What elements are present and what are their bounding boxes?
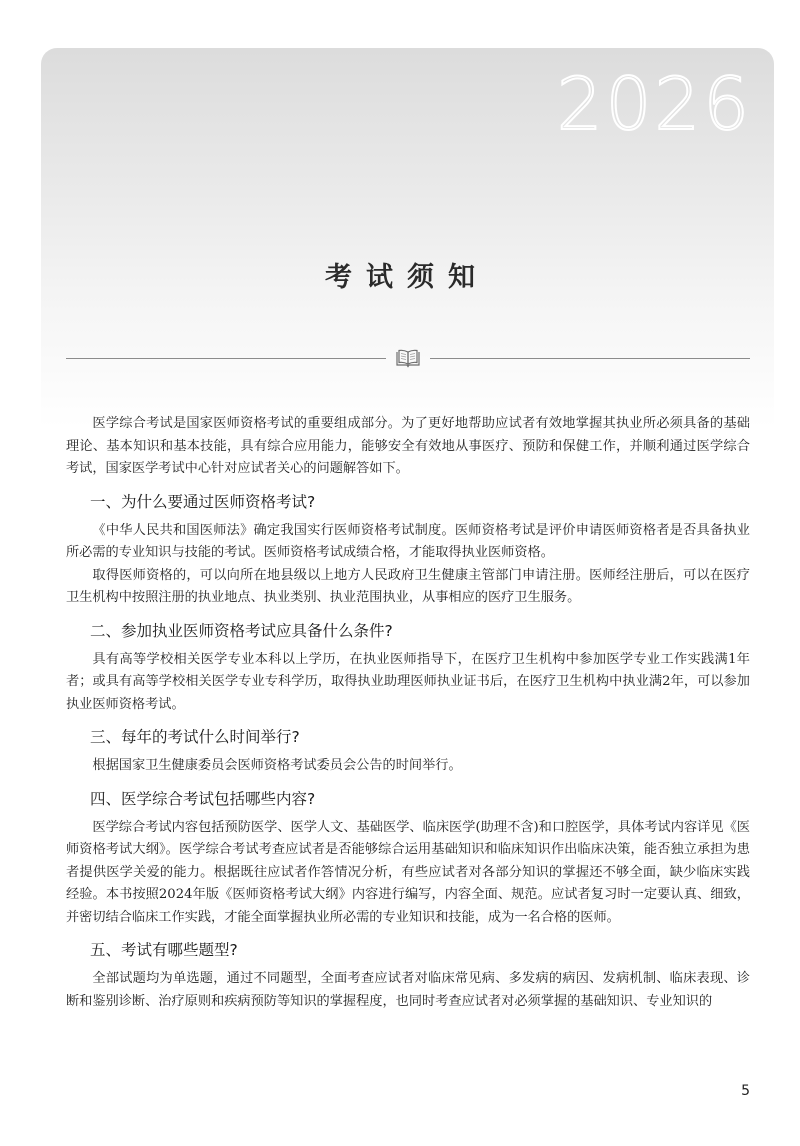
section-heading: 五、考试有哪些题型? <box>90 941 238 959</box>
header-panel <box>41 48 774 428</box>
section-heading: 三、每年的考试什么时间举行? <box>90 728 300 746</box>
section-paragraph: 《中华人民共和国医师法》确定我国实行医师资格考试制度。医师资格考试是评价申请医师资格者是否具备执业所必需的专业知识与技能的考试。医师资格考试成绩合格，才能取得执业医师资格。 <box>66 522 750 560</box>
intro-paragraph: 医学综合考试是国家医师资格考试的重要组成部分。为了更好地帮助应试者有效地掌握其执业所必须具备的基础理论、基本知识和基本技能，具有综合应用能力，能够安全有效地从事医疗、预防和保健工作，并顺利通过医学综合考试，国家医学考试中心针对应试者关心的问题解答如下。 <box>66 416 750 476</box>
section-heading: 四、医学综合考试包括哪些内容? <box>90 789 316 808</box>
section-paragraph: 医学综合考试内容包括预防医学、医学人文、基础医学、临床医学(助理不含)和口腔医学，具体考试内容详见《医师资格考试大纲》。医学综合考试考查应试者是否能够综合运用基础知识和临床知识作出临床决策，能否独立承担为患者提供医学关爱的能力。根据既往应试者作答情况分析，有些应试者对各部分知识的掌握还不够全面，缺少临床实践经验。本书按照2024年版《医师资格考试大纲》内容进行编写，内容全面、规范。应试者复习时一定要认真、细致，并密切结合临床工作实践，才能全面掌握执业所必需的专业知识和技能，成为一名合格的医师。 <box>66 819 750 925</box>
section-paragraph: 具有高等学校相关医学专业本科以上学历，在执业医师指导下，在医疗卫生机构中参加医学专业工作实践满1年者；或具有高等学校相关医学专业专科学历，取得执业助理医师执业证书后，在医疗卫生机构中执业满2年，可以参加执业医师资格考试。 <box>66 651 750 712</box>
section-paragraph: 全部试题均为单选题，通过不同题型，全面考查应试者对临床常见病、多发病的病因、发病机制、临床表现、诊断和鉴别诊断、治疗原则和疾病预防等知识的掌握程度，也同时考查应试者对必须掌握的基础知识、专业知识的 <box>66 971 750 1009</box>
section-heading: 二、参加执业医师资格考试应具备什么条件? <box>90 621 393 640</box>
section-heading: 一、为什么要通过医师资格考试? <box>90 492 316 511</box>
page-title: 考试须知 <box>325 262 489 293</box>
title-divider <box>66 348 750 368</box>
year-watermark: 2026 <box>556 62 752 146</box>
section-paragraph: 根据国家卫生健康委员会医师资格考试委员会公告的时间举行。 <box>92 758 462 773</box>
open-book-icon <box>394 348 422 368</box>
section-paragraph: 取得医师资格的，可以向所在地县级以上地方人民政府卫生健康主管部门申请注册。医师经注册后，可以在医疗卫生机构中按照注册的执业地点、执业类别、执业范围执业，从事相应的医疗卫生服务。 <box>66 567 750 605</box>
page-number: 5 <box>741 1083 750 1099</box>
document-body <box>66 413 750 1013</box>
divider-line-right <box>430 358 750 359</box>
divider-line-left <box>66 358 386 359</box>
